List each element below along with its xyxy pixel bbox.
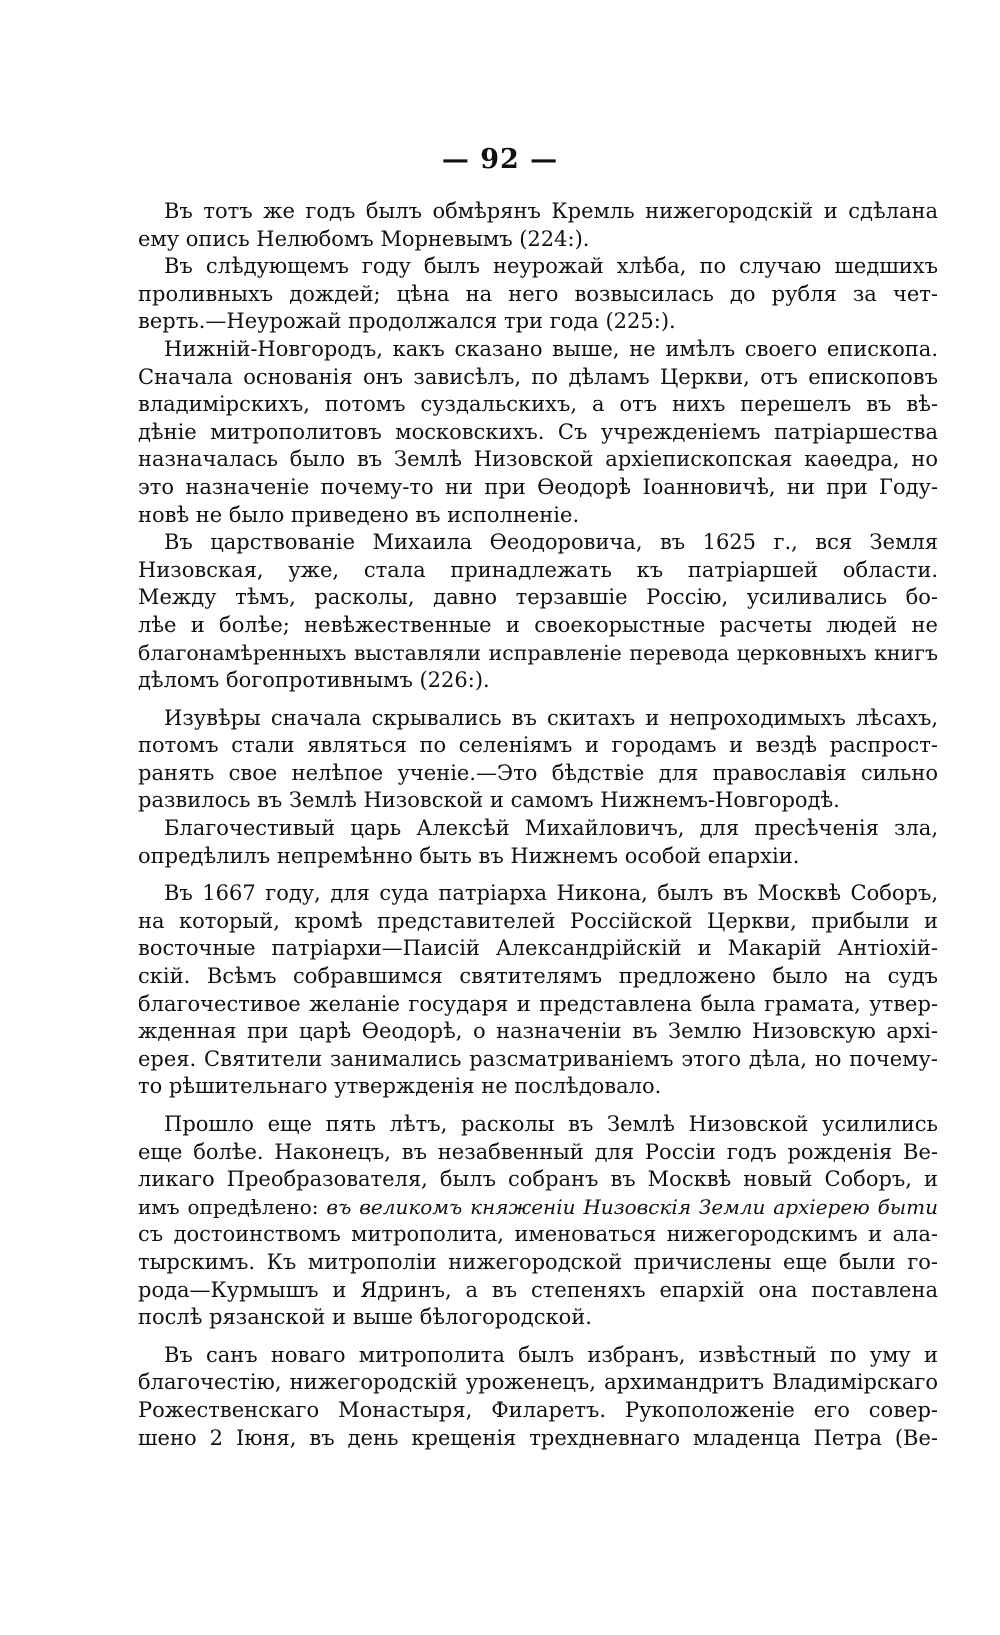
text-line [138,760,938,788]
text-line-content: назначалась было въ Землѣ Низовской архіепископская каѳедра, но [138,447,938,472]
text-line [138,1111,938,1139]
text-line-content: съ достоинствомъ митрополита, именоваться нижегородскимъ и ала- [138,1222,938,1247]
text-line [138,391,938,419]
text-line-content: Въ тотъ же годъ былъ обмѣрянъ Кремль нижегородскій и сдѣлана [164,199,938,223]
text-line [138,787,938,815]
text-line-content: шено 2 Іюня, въ день крещенія трехдневнаго младенца Петра (Ве- [138,1425,938,1450]
text-line [138,705,938,733]
text-line-content: владимірскихъ, потомъ суздальскихъ, а отъ нихъ перешелъ въ вѣ- [138,392,938,417]
text-line [138,640,938,668]
text-line [138,1342,938,1370]
text-line-content: лѣе и болѣе; невѣжественные и своекорыстные расчеты людей не [138,612,938,637]
text-line-content: ранять свое нелѣпое ученіе.—Это бѣдствіе для православія сильно [138,760,938,785]
text-line-content: опредѣлилъ непремѣнно быть въ Нижнемъ особой епархіи. [138,843,800,868]
text-line [138,336,938,364]
text-line [138,1221,938,1249]
text-line [138,1369,938,1397]
text-line [138,935,938,963]
text-line [138,198,938,226]
text-line-content: Низовская, уже, стала принадлежать къ патріаршей области. [138,557,938,582]
text-line-content: потомъ стали являться по селеніямъ и городамъ и вездѣ распрост- [138,733,938,758]
text-line-content: благочестивое желаніе государя и представлена была грамата, утвер- [138,991,938,1016]
text-line [138,815,938,843]
text-line [138,226,938,254]
text-line [138,1304,938,1332]
text-line [138,908,938,936]
italic-phrase: въ великомъ княженіи Низовскія Земли архіерею быти [326,1194,938,1219]
text-line-content: ему опись Нелюбомъ Морневымъ (224:). [138,226,590,251]
text-line [138,732,938,760]
text-line [138,1425,938,1453]
text-line-content: восточные патріархи—Паисій Александрійскій и Макарій Антіохій- [138,936,938,961]
text-line-content: ерея. Святители занимались разсматриваніемъ этого дѣла, но почему- [138,1046,938,1071]
text-line-content: на который, кромѣ представителей Россійской Церкви, прибыли и [138,908,938,933]
text-line [138,1194,938,1222]
text-line-content: новѣ не было приведено въ исполненіе. [138,502,580,527]
text-line-content: благочестію, нижегородскій уроженецъ, архимандритъ Владимірскаго [138,1370,938,1395]
text-line-content: развилось въ Землѣ Низовской и самомъ Нижнемъ-Новгородѣ. [138,788,840,813]
text-line [138,364,938,392]
text-line-content: Нижній-Новгородъ, какъ сказано выше, не имѣлъ своего епископа. [164,336,938,361]
text-line-content: ликаго Преобразователя, былъ собранъ въ Москвѣ новый Соборъ, и [138,1167,938,1192]
text-line-content: послѣ рязанской и выше бѣлогородской. [138,1305,592,1330]
text-line [138,991,938,1019]
text-line-content: проливныхъ дождей; цѣна на него возвысилась до рубля за чет- [138,281,938,306]
text-line [138,1073,938,1101]
text-line [138,1397,938,1425]
text-line [138,281,938,309]
text-line [138,308,938,336]
text-line [138,1018,938,1046]
text-line [138,1139,938,1167]
text-line [138,419,938,447]
text-line [138,843,938,871]
text-line-content: рода—Курмышъ и Ядринъ, а въ степеняхъ епархій она поставлена [138,1277,938,1302]
text-line-content: жденная при царѣ Ѳеодорѣ, о назначеніи въ Землю Низовскую архі- [138,1019,938,1044]
text-line-content: Въ санъ новаго митрополита былъ избранъ, извѣстный по уму и [164,1342,938,1367]
text-line [138,880,938,908]
page-number: — 92 — [441,144,559,175]
text-line-content: Въ слѣдующемъ году былъ неурожай хлѣба, по случаю шедшихъ [164,254,938,279]
text-line [138,1249,938,1277]
text-line-content: то рѣшительнаго утвержденія не послѣдовало. [138,1074,662,1099]
text-line-content: Изувѣры сначала скрывались въ скитахъ и непроходимыхъ лѣсахъ, [164,705,938,730]
text-line [138,253,938,281]
text-line [138,1046,938,1074]
text-line-content: Въ 1667 году, для суда патріарха Никона, былъ въ Москвѣ Соборъ, [164,881,938,906]
text-line [138,446,938,474]
text-line [138,1166,938,1194]
text-line [138,502,938,530]
text-line-content: Между тѣмъ, расколы, давно терзавшіе Россію, усиливались бо- [138,585,938,610]
text-line [138,667,938,695]
text-line-content: еще болѣе. Наконецъ, въ незабвенный для Россіи годъ рожденія Ве- [138,1139,938,1164]
text-line-content: Рожественскаго Монастыря, Филаретъ. Рукоположеніе его совер- [138,1397,938,1422]
text-line-content: Сначала основанія онъ зависѣлъ, по дѣламъ Церкви, отъ епископовъ [138,364,938,389]
text-line-content: Въ царствованіе Михаила Ѳеодоровича, въ 1625 г., вся Земля [164,530,938,555]
text-line-content: дѣломъ богопротивнымъ (226:). [138,668,490,693]
text-line [138,474,938,502]
text-line-content: Прошло еще пять лѣтъ, расколы въ Землѣ Низовской усилились [164,1112,938,1136]
text-line-content: это назначеніе почему-то ни при Ѳеодорѣ Іоанновичѣ, ни при Году- [138,474,938,499]
text-line-content: верть.—Неурожай продолжался три года (225:). [138,309,676,334]
text-line-content: скій. Всѣмъ собравшимся святителямъ предложено было на судъ [138,964,938,989]
body-text [138,198,938,1452]
text-line-content: имъ опредѣлено: [138,1194,327,1219]
text-line-content: благонамѣренныхъ выставляли исправленіе перевода церковныхъ книгъ [138,640,938,665]
text-line [138,963,938,991]
text-line-content: тырскимъ. Къ митрополіи нижегородской причислены еще были го- [138,1249,938,1274]
text-line [138,557,938,585]
text-line-content: дѣніе митрополитовъ московскихъ. Съ учрежденіемъ патріаршества [138,419,938,444]
text-line-content: Благочестивый царь Алексѣй Михайловичъ, для пресѣченія зла, [164,816,938,841]
text-line [138,584,938,612]
text-line [138,1277,938,1305]
text-line [138,612,938,640]
text-line [138,529,938,557]
